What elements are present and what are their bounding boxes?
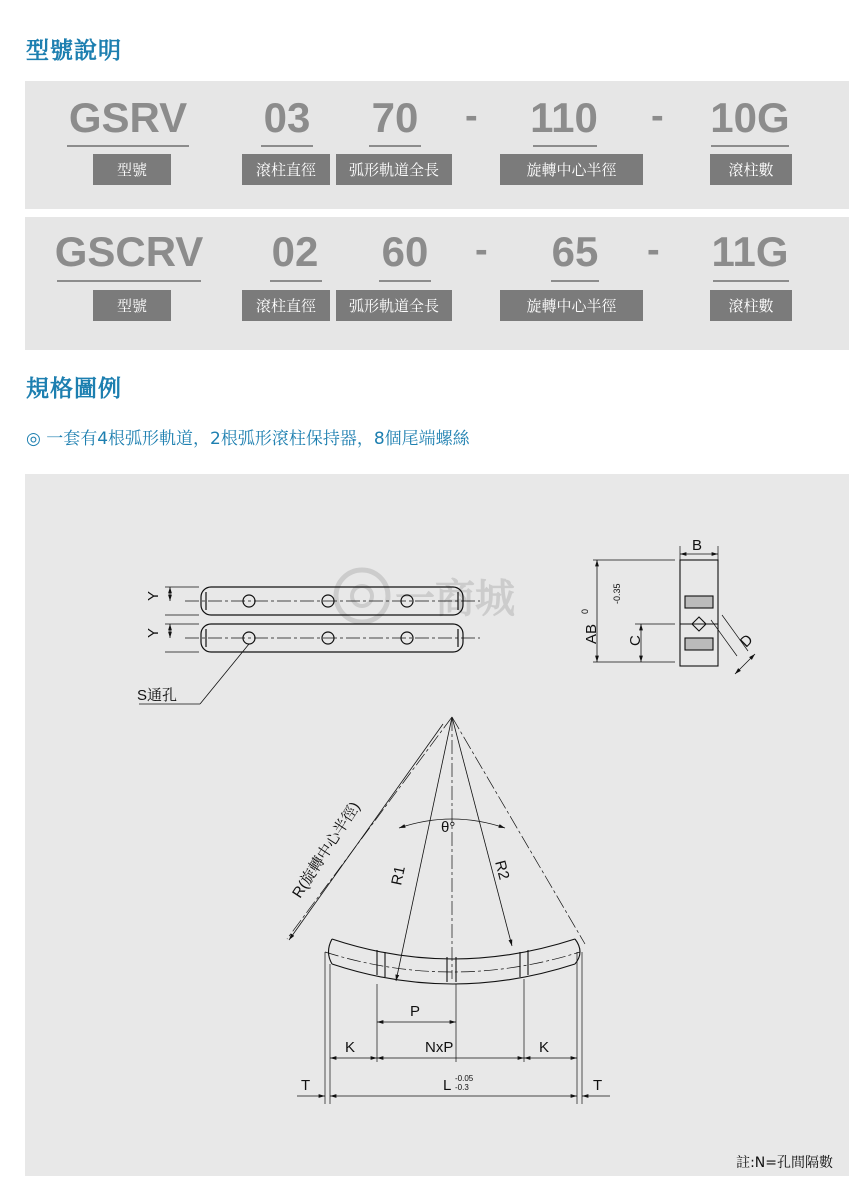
model-panel-gsrv [25,81,849,209]
tag-count: 滾柱數 [710,154,792,185]
tag-dia: 滾柱直徑 [242,290,330,321]
underline-len [379,280,431,282]
tag-radius: 旋轉中心半徑 [500,290,643,321]
underline-count [711,145,789,147]
underline-dia [261,145,313,147]
spec-description: ◎ 一套有4根弧形軌道，2根弧形滾柱保持器，8個尾端螺絲 [26,429,470,449]
model-panel-gscrv [25,217,849,350]
label-d: D [736,631,757,651]
tag-len: 弧形軌道全長 [336,290,452,321]
dash-2: - [651,95,664,137]
dash-2: - [647,229,660,271]
label-r2: R2 [491,858,513,882]
tag-model: 型號 [93,154,171,185]
underline-radius [533,145,597,147]
underline-len [369,145,421,147]
code-len: 60 [381,228,429,275]
dash-1: - [475,229,488,271]
label-y-top: Y [145,590,162,601]
code-len: 70 [371,94,419,141]
cross-section [593,546,755,674]
tag-radius: 旋轉中心半徑 [500,154,643,185]
section-title-spec: 規格圖例 [26,376,122,402]
label-k-right: K [539,1039,550,1056]
code-dia: 03 [263,94,311,141]
tag-len: 弧形軌道全長 [336,154,452,185]
underline-count [713,280,789,282]
code-model: GSRV [68,94,188,141]
underline-radius [551,280,599,282]
underline-model [67,145,189,147]
label-nxp: NxP [425,1039,454,1056]
watermark [336,570,515,622]
code-model: GSCRV [54,228,204,275]
watermark-text: 一商城 [395,576,515,622]
label-theta: θ° [441,819,456,836]
tag-dia: 滾柱直徑 [242,154,330,185]
label-y-bottom: Y [145,627,162,638]
drawing-svg [25,474,849,1176]
label-p: P [410,1003,421,1020]
label-ab-tol-lower: -0.35 [612,583,622,604]
code-count: 11G [711,228,789,275]
tag-model: 型號 [93,290,171,321]
label-b: B [692,537,703,554]
dash-1: - [465,95,478,137]
label-k-left: K [345,1039,356,1056]
footnote: 註:N=孔間隔數 [736,1155,833,1171]
tag-count: 滾柱數 [710,290,792,321]
label-t-left: T [301,1077,311,1094]
label-ab-tol-upper: 0 [580,608,590,614]
label-r1: R1 [388,864,409,887]
code-radius: 65 [551,228,599,275]
underline-dia [270,280,322,282]
label-l-tol-upper: -0.05 [455,1074,474,1083]
technical-drawing [25,474,849,1176]
label-t-right: T [593,1077,603,1094]
underline-model [57,280,201,282]
code-radius: 110 [530,94,598,141]
label-l-tol-lower: -0.3 [455,1083,469,1092]
label-c: C [627,635,644,646]
label-l: L [443,1077,452,1094]
label-r: R(旋轉中心半徑) [289,798,364,902]
label-ab: AB [583,623,600,644]
section-title-model: 型號說明 [26,38,122,64]
code-dia: 02 [271,228,319,275]
code-count: 10G [710,94,790,141]
label-s-hole: S通孔 [137,687,178,704]
